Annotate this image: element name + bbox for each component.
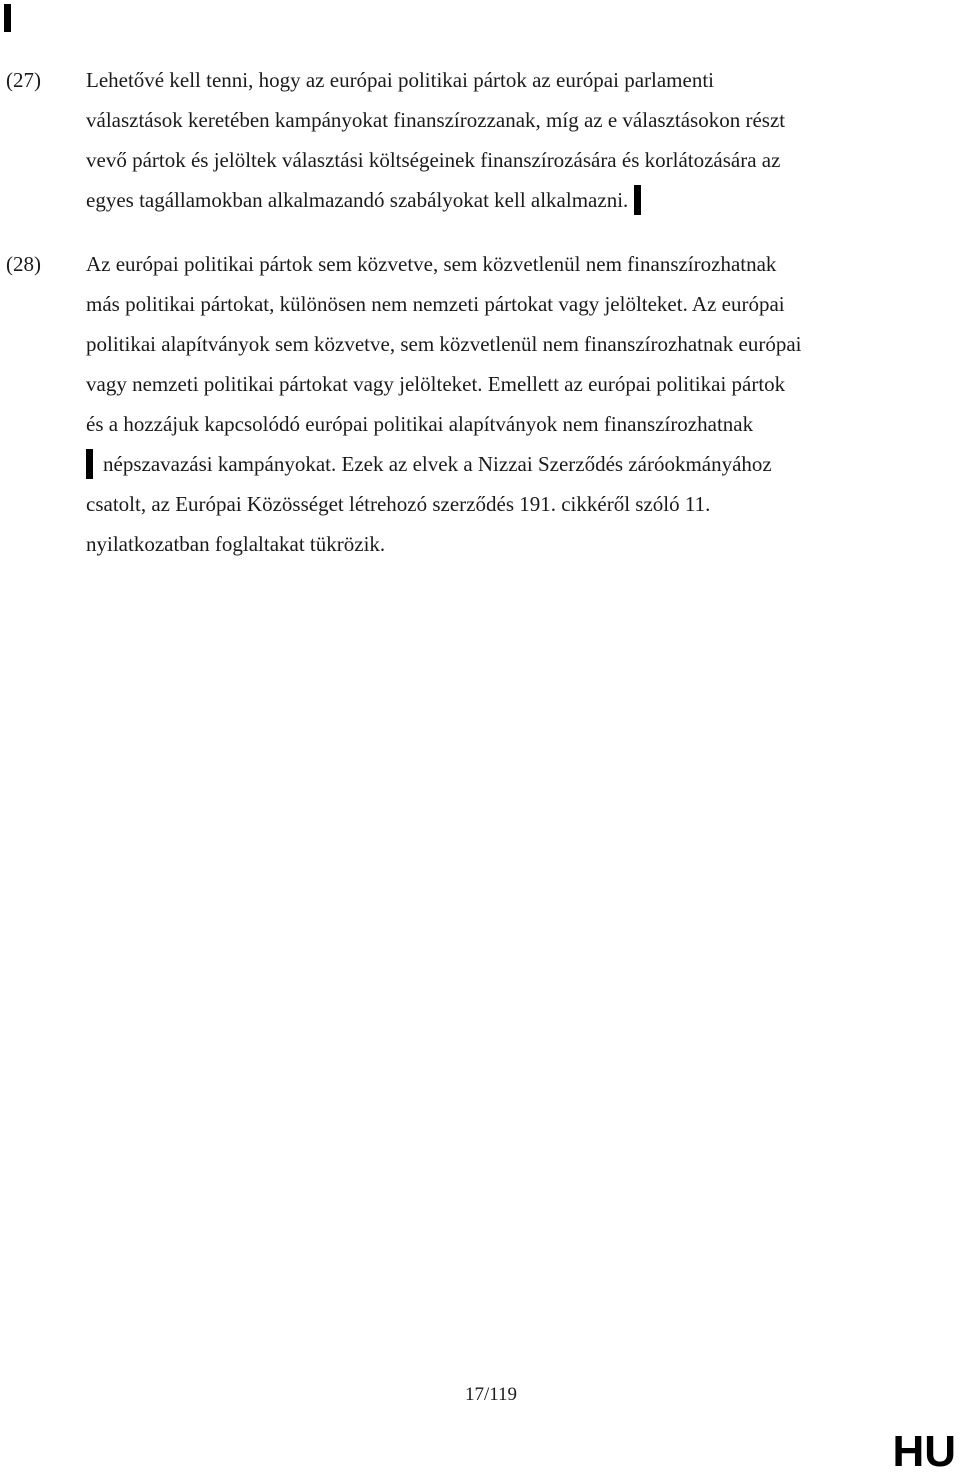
text-line: Lehetővé kell tenni, hogy az európai politikai pártok az európai parlamenti (86, 68, 715, 92)
text-line: csatolt, az Európai Közösséget létrehozó szerződés 191. cikkéről szóló 11. (86, 492, 711, 516)
text-line: vagy nemzeti politikai pártokat vagy jelölteket. Emellett az európai politikai pártok (86, 372, 786, 396)
text-line: politikai alapítványok sem közvetve, sem közvetlenül nem finanszírozhatnak európai (86, 332, 802, 356)
paragraph-text (86, 60, 886, 220)
change-bar (634, 185, 641, 215)
text-line-with-bar (86, 444, 886, 484)
text-line: nyilatkozatban foglaltakat tükrözik. (86, 532, 386, 556)
paragraph-number: (27) (6, 68, 41, 92)
change-bar (86, 449, 93, 479)
text-line: egyes tagállamokban alkalmazandó szabályokat kell alkalmazni. (86, 188, 629, 212)
text-line: Az európai politikai pártok sem közvetve, sem közvetlenül nem finanszírozhatnak (86, 252, 777, 276)
change-bar-top (4, 4, 11, 32)
text-line: népszavazási kampányokat. Ezek az elvek a Nizzai Szerződés záróokmányához (103, 452, 772, 476)
text-line: vevő pártok és jelöltek választási költségeinek finanszírozására és korlátozására az (86, 148, 781, 172)
text-line: választások keretében kampányokat finanszírozzanak, míg az e választásokon részt (86, 108, 786, 132)
text-line-with-bar (86, 180, 886, 220)
language-code: HU (892, 1427, 956, 1476)
text-line: más politikai pártokat, különösen nem nemzeti pártokat vagy jelölteket. Az európai (86, 292, 785, 316)
text-line: és a hozzájuk kapcsolódó európai politikai alapítványok nem finanszírozhatnak (86, 412, 754, 436)
paragraph-number: (28) (6, 252, 41, 276)
page-number: 17/119 (464, 1384, 518, 1405)
paragraph-text (86, 244, 886, 564)
